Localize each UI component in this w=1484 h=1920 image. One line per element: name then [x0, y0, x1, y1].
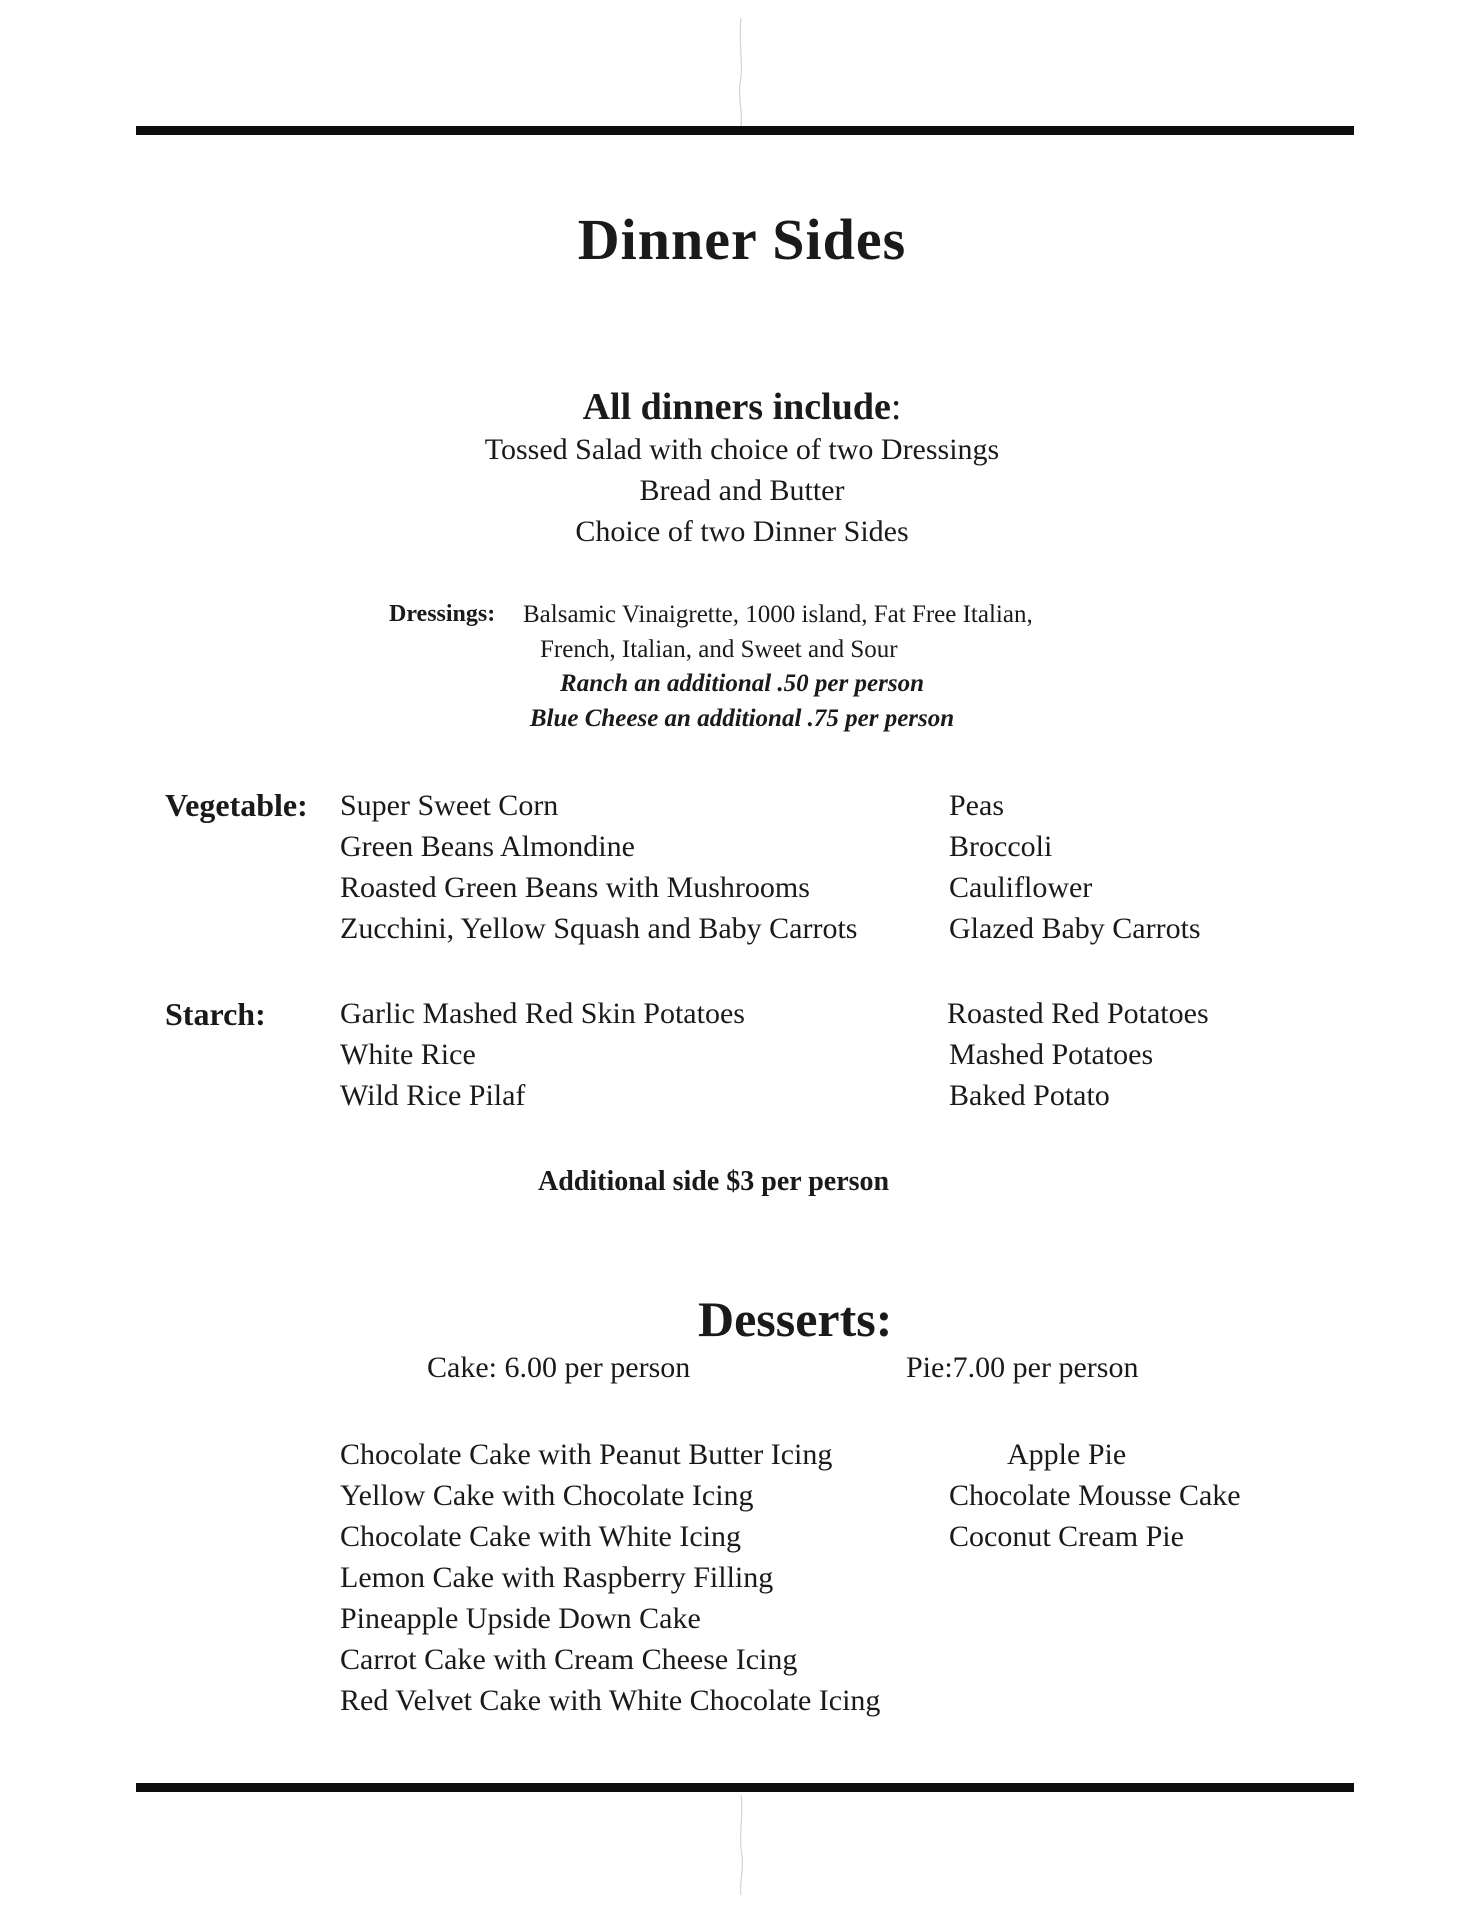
includes-heading-text: All dinners include [582, 386, 891, 428]
starch-item: White Rice [340, 1038, 476, 1071]
starch-item: Mashed Potatoes [949, 1038, 1154, 1071]
includes-heading-colon: : [890, 386, 902, 428]
dessert-item: Coconut Cream Pie [949, 1520, 1184, 1553]
dessert-item: Pineapple Upside Down Cake [340, 1602, 701, 1635]
includes-heading [0, 385, 1484, 429]
starch-item: Roasted Red Potatoes [947, 997, 1209, 1030]
dessert-item: Red Velvet Cake with White Chocolate Icing [340, 1684, 881, 1717]
dessert-item: Chocolate Mousse Cake [949, 1479, 1241, 1512]
additional-side-note: Additional side $3 per person [538, 1166, 890, 1197]
dessert-item: Yellow Cake with Chocolate Icing [340, 1479, 754, 1512]
starch-item: Garlic Mashed Red Skin Potatoes [340, 997, 745, 1030]
dressings-line-2: French, Italian, and Sweet and Sour [540, 636, 898, 663]
vegetable-item: Zucchini, Yellow Squash and Baby Carrots [340, 912, 858, 945]
dessert-item: Carrot Cake with Cream Cheese Icing [340, 1643, 798, 1676]
dressings-label: Dressings: [389, 601, 496, 627]
includes-item: Choice of two Dinner Sides [575, 515, 909, 548]
blue-cheese-note: Blue Cheese an additional .75 per person [529, 705, 955, 732]
starch-item: Wild Rice Pilaf [340, 1079, 526, 1112]
dessert-item: Chocolate Cake with Peanut Butter Icing [340, 1438, 833, 1471]
bottom-rule [136, 1783, 1354, 1792]
fold-mark-bottom [736, 1795, 746, 1895]
vegetable-item: Broccoli [949, 830, 1053, 863]
dessert-item: Apple Pie [1007, 1438, 1127, 1471]
vegetable-label: Vegetable: [165, 787, 308, 823]
dessert-item: Lemon Cake with Raspberry Filling [340, 1561, 774, 1594]
top-rule [136, 126, 1354, 135]
vegetable-item: Roasted Green Beans with Mushrooms [340, 871, 810, 904]
includes-item: Tossed Salad with choice of two Dressings [484, 433, 1000, 466]
includes-item: Bread and Butter [639, 474, 845, 507]
cake-price: Cake: 6.00 per person [427, 1351, 691, 1384]
vegetable-item: Super Sweet Corn [340, 789, 559, 822]
page-title: Dinner Sides [577, 207, 907, 272]
starch-item: Baked Potato [949, 1079, 1110, 1112]
vegetable-item: Glazed Baby Carrots [949, 912, 1201, 945]
ranch-note: Ranch an additional .50 per person [560, 670, 924, 697]
vegetable-item: Green Beans Almondine [340, 830, 635, 863]
starch-label: Starch: [165, 996, 266, 1032]
desserts-heading: Desserts: [698, 1291, 893, 1347]
vegetable-item: Cauliflower [949, 871, 1093, 904]
fold-mark-top [736, 18, 746, 126]
vegetable-item: Peas [949, 789, 1004, 822]
pie-price: Pie:7.00 per person [906, 1351, 1139, 1384]
dessert-item: Chocolate Cake with White Icing [340, 1520, 742, 1553]
dressings-line-1: Balsamic Vinaigrette, 1000 island, Fat Free Italian, [523, 601, 1033, 628]
